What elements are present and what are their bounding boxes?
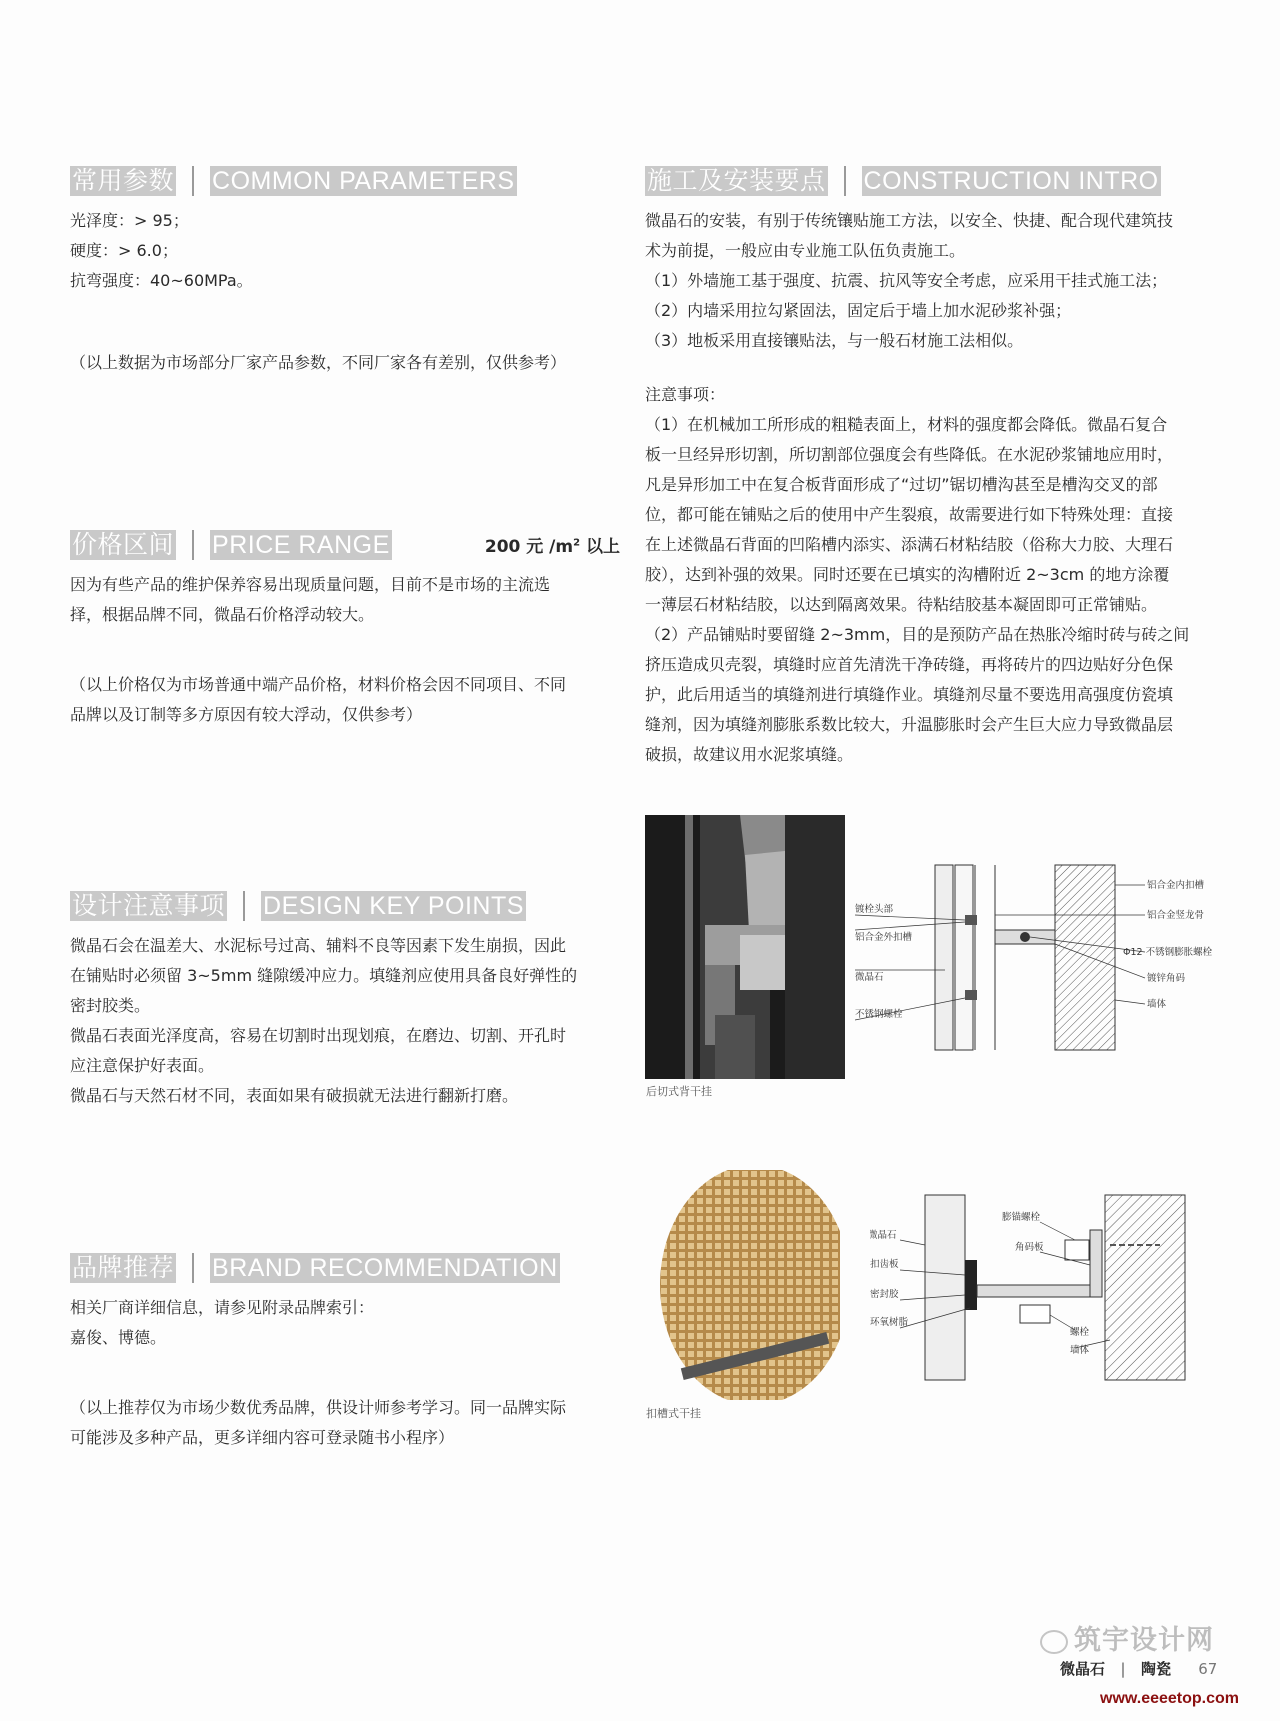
diagram-label: 铝合金竖龙骨 (1147, 910, 1205, 921)
brand-line: 嘉俊、博德。 (70, 1328, 167, 1347)
notes-line: （1）在机械加工所形成的粗糙表面上，材料的强度都会降低。微晶石复合 (645, 415, 1168, 434)
price-unit-sup: 2 (573, 537, 581, 549)
diagram-label: 螺栓 (1070, 1327, 1090, 1338)
notes-line: 破损，故建议用水泥浆填缝。 (645, 745, 854, 764)
heading-en: CONSTRUCTION INTRO (863, 167, 1159, 195)
diagram-label: 膨锚螺栓 (1002, 1212, 1041, 1223)
diagram-label: 微晶石 (855, 972, 884, 983)
watermark (1040, 1618, 1214, 1657)
design-line: 在铺贴时必须留 3~5mm 缝隙缓冲应力。填缝剂应使用具备良好弹性的 (70, 966, 578, 985)
heading-en: PRICE RANGE (212, 531, 390, 559)
design-line: 微晶石表面光泽度高，容易在切割时出现划痕，在磨边、切割、开孔时 (70, 1026, 567, 1045)
construction-line: 术为前提，一般应由专业施工队伍负责施工。 (645, 241, 966, 260)
heading-cn: 常用参数 (72, 167, 175, 195)
section-heading (70, 1253, 620, 1283)
notes-line: 一薄层石材粘结胶，以达到隔离效果。待粘结胶基本凝固即可正常铺贴。 (645, 595, 1158, 614)
brand-note: 可能涉及多种产品，更多详细内容可登录随书小程序） (70, 1428, 455, 1447)
notes-line: 在上述微晶石背面的凹陷槽内添实、添满石材粘结胶（俗称大力胶、大理石 (645, 535, 1174, 554)
price-suffix: 以上 (580, 537, 620, 557)
diagram-label: 镀栓头部 (855, 904, 894, 915)
heading-en: DESIGN KEY POINTS (263, 892, 524, 920)
notes-line: 凡是异形加工中在复合板背面形成了“过切”锯切槽沟甚至是槽沟交叉的部 (645, 475, 1158, 494)
diagram-back-cut-hanging (855, 860, 1230, 1080)
heading-divider (192, 530, 194, 560)
design-line: 微晶石与天然石材不同，表面如果有破损就无法进行翻新打磨。 (70, 1086, 519, 1105)
diagram-label: 镀锌角码 (1147, 973, 1186, 984)
section-heading (70, 166, 620, 196)
param-line: 硬度：> 6.0； (70, 241, 178, 260)
heading-cn: 价格区间 (72, 531, 175, 559)
notes-line: 护，此后用适当的填缝剂进行填缝作业。填缝剂尽量不要选用高强度仿瓷填 (645, 685, 1174, 704)
price-amount: 200 元 /m (484, 537, 574, 557)
notes-line: 位，都可能在铺贴之后的使用中产生裂痕，故需要进行如下特殊处理：直接 (645, 505, 1174, 524)
design-line: 应注意保护好表面。 (70, 1056, 215, 1075)
footer-chapter: 陶瓷 (1140, 1660, 1171, 1678)
heading-cn: 设计注意事项 (72, 892, 226, 920)
heading-divider (243, 891, 245, 921)
price-note: （以上价格仅为市场普通中端产品价格，材料价格会因不同项目、不同 (70, 675, 567, 694)
construction-line: （3）地板采用直接镶贴法，与一般石材施工法相似。 (645, 331, 1024, 350)
brand-line: 相关厂商详细信息，请参见附录品牌索引： (70, 1298, 375, 1317)
diagram-label: 环氧树脂 (870, 1317, 909, 1328)
heading-divider (192, 166, 194, 196)
photo-illustration (660, 1170, 840, 1400)
section-price-range (70, 530, 620, 730)
watermark-text: 筑宇设计网 (1074, 1625, 1214, 1656)
wechat-icon (1040, 1630, 1068, 1654)
diagram-label: 角码板 (1015, 1242, 1044, 1253)
watermark-url: www.eeeetop.com (1100, 1690, 1239, 1707)
heading-en: BRAND RECOMMENDATION (212, 1254, 558, 1282)
construction-line: （2）内墙采用拉勾紧固法，固定后于墙上加水泥砂浆补强； (645, 301, 1072, 320)
page-footer (1060, 1658, 1217, 1679)
heading-cn: 施工及安装要点 (647, 167, 826, 195)
diagram-groove-hanging (870, 1190, 1220, 1390)
page-number: 67 (1198, 1660, 1218, 1678)
footer-separator: | (1120, 1660, 1126, 1678)
diagram-label: 微晶石 (870, 1230, 897, 1241)
section-diagram (855, 860, 1230, 1080)
construction-line: （1）外墙施工基于强度、抗震、抗风等安全考虑，应采用干挂式施工法； (645, 271, 1168, 290)
section-heading (70, 891, 620, 921)
figure-caption: 后切式背干挂 (646, 1085, 712, 1098)
notes-line: 缝剂，因为填缝剂膨胀系数比较大，升温膨胀时会产生巨大应力导致微晶层 (645, 715, 1174, 734)
figure-back-cut-photo (645, 815, 845, 1079)
section-heading (645, 166, 1230, 196)
heading-divider (192, 1253, 194, 1283)
notes-title: 注意事项： (645, 385, 726, 404)
param-line: 抗弯强度：40~60MPa。 (70, 271, 253, 290)
design-line: 密封胶类。 (70, 996, 151, 1015)
price-value (485, 532, 620, 557)
diagram-label: 铝合金外扣槽 (855, 932, 913, 943)
diagram-label: 密封胶 (870, 1289, 899, 1300)
figure-groove-photo (660, 1170, 840, 1400)
price-line: 因为有些产品的维护保养容易出现质量问题，目前不是市场的主流选 (70, 575, 551, 594)
section-design-key-points (70, 891, 620, 1111)
heading-en: COMMON PARAMETERS (212, 167, 515, 195)
price-note: 品牌以及订制等多方原因有较大浮动，仅供参考） (70, 705, 423, 724)
photo-illustration (645, 815, 845, 1079)
section-common-parameters (70, 166, 620, 378)
heading-divider (844, 166, 846, 196)
diagram-label: 墙体 (1070, 1345, 1090, 1356)
diagram-label: Φ12 不锈钢膨胀螺栓 (1123, 947, 1213, 958)
notes-line: （2）产品铺贴时要留缝 2~3mm，目的是预防产品在热胀冷缩时砖与砖之间 (645, 625, 1190, 644)
notes-line: 板一旦经异形切割，所切割部位强度会有些降低。在水泥砂浆铺地应用时， (645, 445, 1174, 464)
section-construction-intro (645, 166, 1230, 770)
params-note: （以上数据为市场部分厂家产品参数，不同厂家各有差别，仅供参考） (70, 353, 567, 372)
footer-section: 微晶石 (1060, 1660, 1106, 1678)
param-line: 光泽度：> 95； (70, 211, 189, 230)
construction-line: 微晶石的安装，有别于传统镶贴施工方法，以安全、快捷、配合现代建筑技 (645, 211, 1174, 230)
diagram-label: 不锈钢螺栓 (855, 1009, 903, 1020)
figure-caption: 扣槽式干挂 (646, 1407, 701, 1420)
section-brand-recommendation (70, 1253, 620, 1453)
diagram-label: 扣齿板 (870, 1259, 899, 1270)
design-line: 微晶石会在温差大、水泥标号过高、辅料不良等因素下发生崩损，因此 (70, 936, 567, 955)
diagram-label: 铝合金内扣槽 (1147, 880, 1205, 891)
brand-note: （以上推荐仅为市场少数优秀品牌，供设计师参考学习。同一品牌实际 (70, 1398, 567, 1417)
heading-cn: 品牌推荐 (72, 1254, 175, 1282)
price-line: 择，根据品牌不同，微晶石价格浮动较大。 (70, 605, 375, 624)
notes-line: 挤压造成贝壳裂，填缝时应首先清洗干净砖缝，再将砖片的四边贴好分色保 (645, 655, 1174, 674)
notes-line: 胶），达到补强的效果。同时还要在已填实的沟槽附近 2~3cm 的地方涂覆 (645, 565, 1170, 584)
section-diagram (870, 1190, 1220, 1390)
diagram-label: 墙体 (1147, 999, 1167, 1010)
